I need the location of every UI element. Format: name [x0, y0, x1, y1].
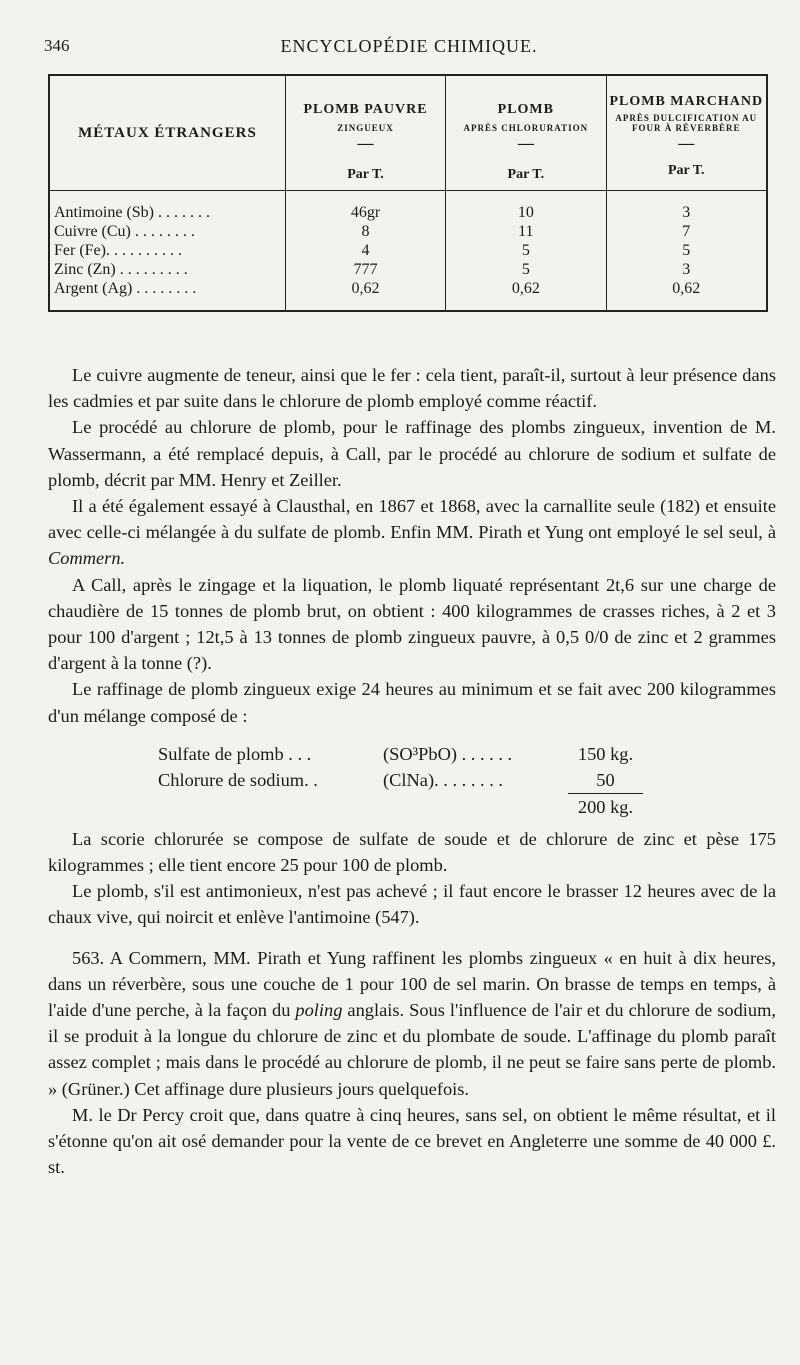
ingredient-name: Chlorure de sodium. . — [158, 769, 318, 790]
column-unit: Par T. — [347, 167, 384, 182]
paragraph: Le raffinage de plomb zingueux exige 24 heures au minimum et se fait avec 200 kilogrammes d'un mélange composé de : — [48, 679, 776, 726]
table-header-row — [49, 75, 767, 191]
paragraph: M. le Dr Percy croit que, dans quatre à cinq heures, sans sel, on obtient le même résultat, et il s'étonne qu'on ait osé demander pour la vente de ce brevet en Angleterre une somme de 40 000 £. st. — [48, 1104, 776, 1178]
ingredient-name: Sulfate de plomb . . . — [158, 743, 312, 764]
column-header-metals: MÉTAUX ÉTRANGERS — [49, 75, 285, 191]
column-header-poor-lead — [285, 75, 445, 191]
recipe-total-value: 200 kg. — [568, 793, 643, 820]
place-name: Commern. — [48, 548, 126, 569]
recipe-row — [48, 767, 776, 793]
table-body-row — [49, 191, 767, 312]
metal-label: Cuivre (Cu) . . . . . . . . — [54, 223, 195, 240]
paragraph — [48, 493, 776, 572]
column-title: PLOMB — [497, 102, 554, 117]
column-subtitle: APRÈS CHLORURATION — [463, 123, 589, 133]
column-header-market-lead — [606, 75, 767, 191]
table-cell: 3 — [682, 261, 691, 278]
metal-label: Antimoine (Sb) . . . . . . . — [54, 204, 210, 221]
metal-label: Argent (Ag) . . . . . . . . — [54, 280, 197, 297]
paragraph: Le plomb, s'il est antimonieux, n'est pas achevé ; il faut encore le brasser 12 heures avec de la chaux vive, qui noircit et enlève l'antimoine (547). — [48, 881, 776, 928]
column-title: PLOMB MARCHAND — [609, 94, 764, 109]
table-cell: 3 — [682, 204, 691, 221]
recipe-total — [48, 793, 776, 820]
paragraph-text: 563. A Commern, MM. Pirath et Yung raffinent les plombs zingueux « en huit à dix heures, dans un réverbère, sous une couche de 1 pour 100 de sel marin. On brasse de temps en temps, à l'aide d'une perche, à la façon du — [48, 947, 776, 1021]
column-unit: Par T. — [667, 163, 705, 178]
column-title: PLOMB PAUVRE — [303, 102, 428, 117]
table-cell: 7 — [682, 223, 691, 240]
column-unit: Par T. — [507, 167, 545, 182]
column-dash: — — [357, 135, 374, 152]
table-cell: 5 — [521, 242, 530, 259]
paragraph-text: anglais. Sous l'influence de l'air et du chlorure de sodium, il se produit à la longue du chlorure de zinc et du plombate de soude. L'affinage du plomb paraît assez complet ; mais dans le procédé au chlorure de plomb, il ne peut se faire sans perte de plomb. » (Grüner.) Cet affinage dure plusieurs jours quelquefois. — [48, 1000, 776, 1099]
table-cell: 0,62 — [511, 280, 540, 297]
chlorinated-lead-values — [446, 191, 606, 312]
column-subtitle: ZINGUEUX — [337, 123, 394, 133]
ingredient-formula: (ClNa). . . . . . . . — [383, 769, 504, 790]
paragraph-563 — [48, 945, 776, 1102]
table-cell: 5 — [682, 242, 691, 259]
column-dash: — — [517, 135, 534, 152]
table-cell: 777 — [353, 261, 378, 278]
table-cell: 10 — [517, 204, 534, 221]
ingredient-amount: 50 — [596, 769, 615, 790]
mixture-composition — [48, 741, 776, 820]
paragraph: La scorie chlorurée se compose de sulfate de soude et de chlorure de zinc et pèse 175 kilogrammes ; elle tient encore 25 pour 100 de plomb. — [48, 828, 776, 876]
paragraph: A Call, après le zingage et la liquation, le plomb liquaté représentant 2t,6 sur une charge de chaudière de 15 tonnes de plomb brut, on obtient : 400 kilogrammes de crasses riches, à 2 et 3 pour 100 d'argent ; 12t,5 à 13 tonnes de plomb zingueux pauvre, à 0,5 0/0 de zinc et 2 grammes d'argent à la tonne (?). — [48, 574, 776, 674]
metal-label: Zinc (Zn) . . . . . . . . . — [54, 261, 188, 278]
column-subtitle: APRÈS DULCIFICATION AU FOUR À RÉVERBÈRE — [615, 113, 758, 133]
table-cell: 11 — [518, 223, 534, 240]
paragraph: Le procédé au chlorure de plomb, pour le raffinage des plombs zingueux, invention de M. Wassermann, a été remplacé depuis, à Call, par le procédé au chlorure de sodium et sulfate de plomb, décrit par MM. Henry et Zeiller. — [48, 417, 776, 490]
page-header — [44, 36, 774, 62]
table-cell: 46gr — [350, 204, 381, 221]
table-cell: 0,62 — [351, 280, 380, 297]
poor-lead-values — [285, 191, 445, 312]
ingredient-amount: 150 kg. — [577, 743, 634, 764]
table-cell: 8 — [361, 223, 370, 240]
table-cell: 5 — [521, 261, 530, 278]
recipe-row — [48, 741, 776, 767]
ingredient-formula: (SO³PbO) . . . . . . — [383, 743, 513, 764]
market-lead-values — [606, 191, 767, 312]
table-cell: 4 — [361, 242, 370, 259]
impurity-table — [48, 74, 768, 312]
metal-label: Fer (Fe). . . . . . . . . . — [54, 242, 182, 259]
paragraph-text: Il a été également essayé à Clausthal, en 1867 et 1868, avec la carnallite seule (182) et ensuite avec celle-ci mélangée à du sulfate de plomb. Enfin MM. Pirath et Yung ont employé le sel seul, à — [48, 496, 776, 543]
column-dash: — — [678, 135, 695, 152]
italic-term: poling — [295, 1000, 343, 1021]
running-title: ENCYCLOPÉDIE CHIMIQUE. — [280, 36, 538, 56]
paragraph: Le cuivre augmente de teneur, ainsi que le fer : cela tient, paraît-il, surtout à leur présence dans les cadmies et par suite dans le chlorure de plomb employé comme réactif. — [48, 365, 776, 412]
body-text — [48, 362, 776, 1180]
metals-column — [49, 191, 285, 312]
column-header-chlorinated-lead — [446, 75, 606, 191]
page-number: 346 — [44, 36, 70, 55]
table-cell: 0,62 — [672, 280, 701, 297]
